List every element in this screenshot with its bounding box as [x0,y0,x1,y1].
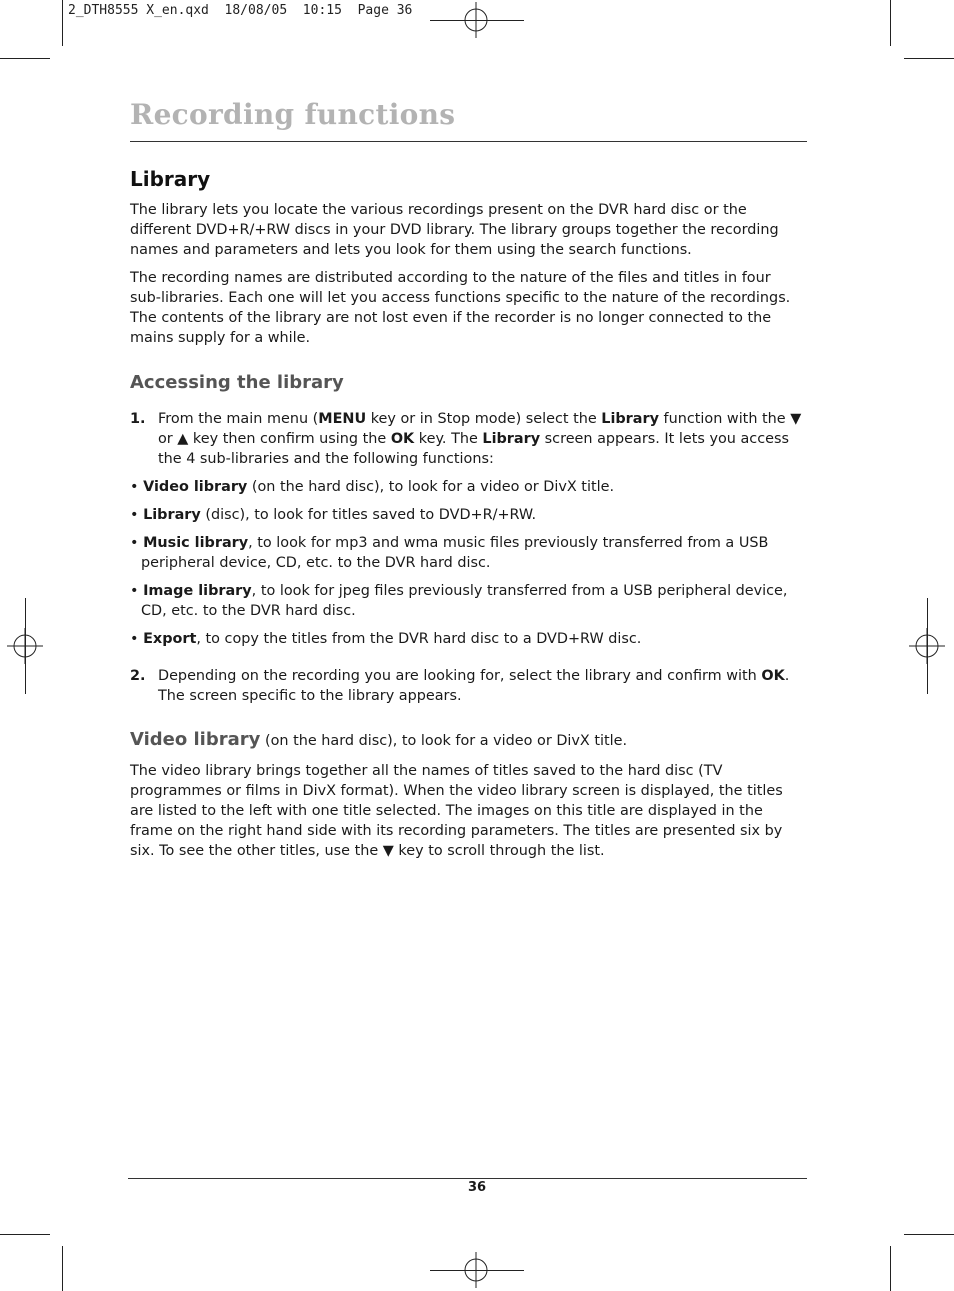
list-item: • Image library, to look for jpeg files previously transferred from a USB peripheral device, CD, etc. to the DVR hard disc. [130,583,788,619]
step-text: Depending on the recording you are looking for, select the library and confirm with OK. The screen specific to the library appears. [158,668,790,704]
main-content [130,164,806,861]
registration-line [25,598,26,694]
list-item: • Video library (on the hard disc), to look for a video or DivX title. [130,479,615,495]
crop-mark [904,1234,954,1235]
registration-mark-icon [458,1252,494,1288]
page-title: Recording functions [130,98,456,131]
crop-mark [0,1234,50,1235]
crop-mark [890,1246,891,1291]
step-number: 2. [130,668,146,684]
footer-divider [128,1178,807,1179]
paragraph: The library lets you locate the various recordings present on the DVR hard disc or the different DVD+R/+RW discs in your DVD library. The library groups together the recording names and parameters and lets you look for them using the search functions. [130,202,779,258]
paragraph: The video library brings together all the names of titles saved to the hard disc (TV programmes or films in DivX format). When the video library screen is displayed, the titles are listed to the left with one title selected. The images on this title are displayed in the frame on the right hand side with its recording parameters. The titles are presented six by six. To see the other titles, use the ▼ key to scroll through the list. [130,763,783,859]
slug-line: 2_DTH8555 X_en.qxd 18/08/05 10:15 Page 36 [68,3,413,18]
crop-mark [0,58,50,59]
subsection-heading-accessing: Accessing the library [130,372,344,393]
crop-mark [890,0,891,46]
registration-line [927,598,928,694]
numbered-step [130,409,806,469]
step-number: 1. [130,411,146,427]
step-text: From the main menu (MENU key or in Stop mode) select the Library function with the ▼ or ▲ key then confirm using the OK key. The Library screen appears. It lets you access the 4 sub-libraries and the following functions: [158,411,802,467]
crop-mark [904,58,954,59]
subsection-heading-video-library: Video library (on the hard disc), to look for a video or DivX title. [130,729,628,750]
registration-mark-icon [458,2,494,38]
crop-mark [62,0,63,46]
list-item: • Export, to copy the titles from the DVR hard disc to a DVD+RW disc. [130,631,642,647]
list-item: • Library (disc), to look for titles saved to DVD+R/+RW. [130,507,537,523]
title-divider [130,141,807,142]
crop-mark [62,1246,63,1291]
paragraph: The recording names are distributed according to the nature of the files and titles in four sub-libraries. Each one will let you access functions specific to the nature of the recordings. The contents of the library are not lost even if the recorder is no longer connected to the mains supply for a while. [130,270,791,346]
page-number: 36 [467,1180,487,1195]
list-item: • Music library, to look for mp3 and wma music files previously transferred from a USB peripheral device, CD, etc. to the DVR hard disc. [130,535,769,571]
numbered-step [130,666,806,706]
section-heading-library: Library [130,167,211,191]
